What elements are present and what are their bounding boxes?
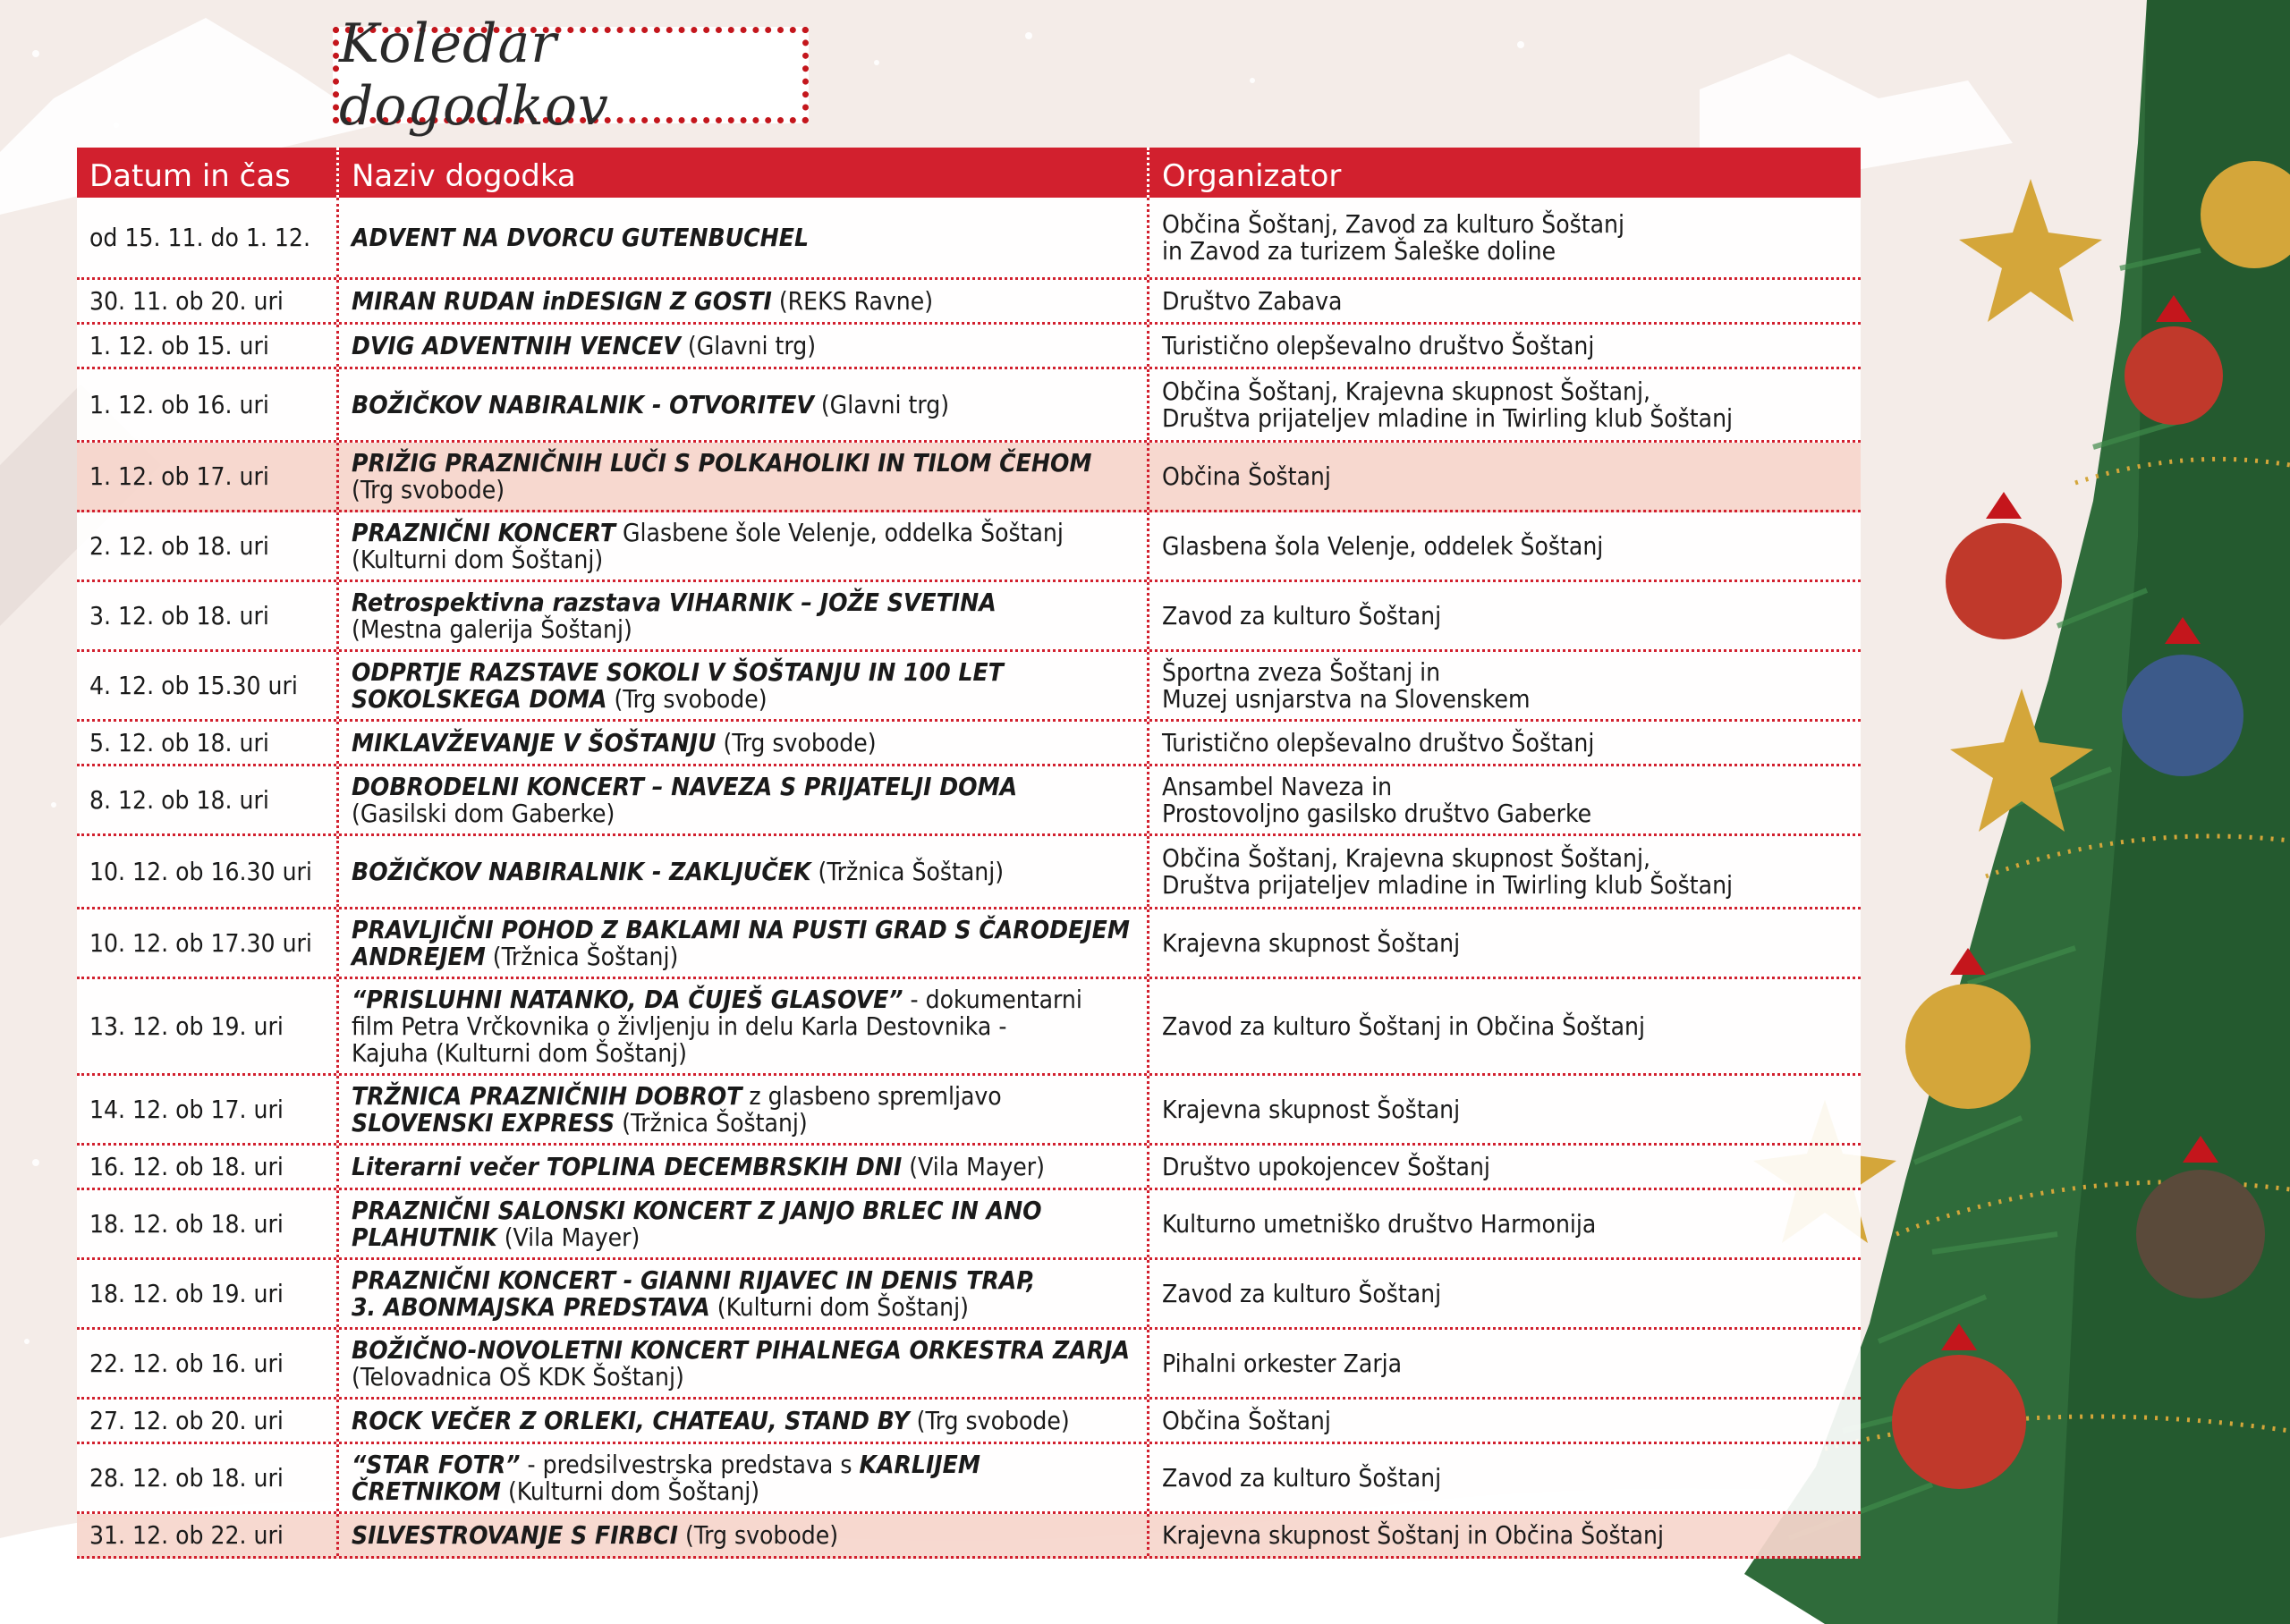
event-title: SLOVENSKI EXPRESS <box>352 1107 615 1138</box>
event-organizer: Krajevna skupnost Šoštanj in Občina Šoštanj <box>1147 1514 1861 1556</box>
table-row <box>77 652 1861 722</box>
event-title: “STAR FOTR” <box>352 1449 521 1479</box>
event-venue: (Trg svobode) <box>352 474 505 504</box>
table-row <box>77 1514 1861 1559</box>
event-name <box>336 1076 1147 1143</box>
event-name <box>336 979 1147 1073</box>
event-organizer: Zavod za kulturo Šoštanj <box>1147 1260 1861 1327</box>
event-title: KARLIJEM ČRETNIKOM <box>352 1449 980 1506</box>
event-venue: (Tržnica Šoštanj) <box>485 941 679 971</box>
event-date: 8. 12. ob 18. uri <box>89 784 269 815</box>
event-venue: (Trg svobode) <box>716 727 877 757</box>
event-date: 1. 12. ob 16. uri <box>89 389 269 419</box>
event-organizer: Zavod za kulturo Šoštanj <box>1147 582 1861 649</box>
table-row <box>77 1076 1861 1146</box>
event-title: PRAZNIČNI SALONSKI KONCERT Z JANJO BRLEC IN ANO PLAHUTNIK <box>352 1195 1042 1252</box>
event-name-text <box>352 517 1064 574</box>
table-row <box>77 1146 1861 1190</box>
event-name <box>336 1330 1147 1397</box>
event-name-text <box>352 1151 1045 1181</box>
table-row <box>77 1260 1861 1330</box>
event-organizer: Krajevna skupnost Šoštanj <box>1147 909 1861 977</box>
event-date: 5. 12. ob 18. uri <box>89 727 269 757</box>
event-name-text <box>352 1080 1002 1138</box>
event-venue: (Tržnica Šoštanj) <box>615 1107 808 1138</box>
event-date: 22. 12. ob 16. uri <box>89 1348 284 1378</box>
event-venue: (Glavni trg) <box>680 330 817 360</box>
event-venue: (Telovadnica OŠ KDK Šoštanj) <box>352 1361 684 1391</box>
event-title: BOŽIČNO-NOVOLETNI KONCERT PIHALNEGA ORKESTRA ZARJA <box>352 1334 1131 1365</box>
table-row <box>77 722 1861 766</box>
event-name <box>336 325 1147 367</box>
event-date: 2. 12. ob 18. uri <box>89 530 269 561</box>
event-name <box>336 1146 1147 1188</box>
event-name <box>336 1514 1147 1556</box>
table-header <box>77 148 1861 198</box>
event-name <box>336 836 1147 907</box>
event-date: 1. 12. ob 15. uri <box>89 330 269 360</box>
event-date: od 15. 11. do 1. 12. <box>89 222 310 252</box>
table-row <box>77 1400 1861 1444</box>
event-date: 16. 12. ob 18. uri <box>89 1151 284 1181</box>
event-name <box>336 512 1147 579</box>
event-name <box>336 909 1147 977</box>
event-organizer: Zavod za kulturo Šoštanj in Občina Šoštanj <box>1147 979 1861 1073</box>
table-row <box>77 1330 1861 1400</box>
event-name-text <box>352 1334 1131 1391</box>
event-venue: (Glavni trg) <box>813 389 950 419</box>
event-organizer: Pihalni orkester Zarja <box>1147 1330 1861 1397</box>
event-organizer: Občina Šoštanj, Krajevna skupnost Šoštanj, Društva prijateljev mladine in Twirling klub Šoštanj <box>1147 369 1861 440</box>
event-name-text <box>352 1519 839 1550</box>
page-title: Koledar dogodkov <box>333 27 809 123</box>
event-title: BOŽIČKOV NABIRALNIK - ZAKLJUČEK <box>352 856 811 886</box>
event-name <box>336 443 1147 510</box>
event-organizer: Športna zveza Šoštanj in Muzej usnjarstva na Slovenskem <box>1147 652 1861 719</box>
event-organizer: Kulturno umetniško društvo Harmonija <box>1147 1190 1861 1257</box>
table-row <box>77 582 1861 652</box>
event-organizer: Društvo upokojencev Šoštanj <box>1147 1146 1861 1188</box>
event-title: TRŽNICA PRAZNIČNIH DOBROT <box>352 1080 742 1111</box>
table-body <box>77 198 1861 1559</box>
table-row <box>77 766 1861 836</box>
event-organizer: Društvo Zabava <box>1147 280 1861 322</box>
header-event: Naziv dogodka <box>336 148 1147 198</box>
event-name-text <box>352 447 1092 504</box>
event-title: DOBRODELNI KONCERT – NAVEZA S PRIJATELJI DOMA <box>352 771 1018 801</box>
event-name-text <box>352 1451 980 1505</box>
event-title: BOŽIČKOV NABIRALNIK - OTVORITEV <box>352 389 814 419</box>
event-name <box>336 280 1147 322</box>
event-title: DVIG ADVENTNIH VENCEV <box>352 330 681 360</box>
event-name <box>336 1260 1147 1327</box>
header-date: Datum in čas <box>89 158 291 194</box>
table-row <box>77 512 1861 582</box>
table-row <box>77 836 1861 909</box>
table-row <box>77 979 1861 1076</box>
event-organizer: Turistično olepševalno društvo Šoštanj <box>1147 325 1861 367</box>
event-date: 10. 12. ob 17.30 uri <box>89 927 312 958</box>
table-row <box>77 325 1861 369</box>
event-venue: (Trg svobode) <box>678 1519 839 1550</box>
event-title: “PRISLUHNI NATANKO, DA ČUJEŠ GLASOVE” <box>352 984 903 1014</box>
event-date: 13. 12. ob 19. uri <box>89 1011 284 1041</box>
event-name-text <box>352 589 997 643</box>
event-name <box>336 582 1147 649</box>
event-title: ROCK VEČER Z ORLEKI, CHATEAU, STAND BY <box>352 1405 910 1435</box>
event-name <box>336 1444 1147 1511</box>
event-name-text <box>352 1197 1042 1251</box>
event-name-text <box>352 1405 1070 1435</box>
event-venue: (Trg svobode) <box>606 683 768 714</box>
event-name-text <box>352 727 877 757</box>
event-title: ODPRTJE RAZSTAVE SOKOLI V ŠOŠTANJU IN 100 LET SOKOLSKEGA DOMA <box>352 656 1004 714</box>
event-date: 18. 12. ob 19. uri <box>89 1278 284 1308</box>
event-title: Literarni večer TOPLINA DECEMBRSKIH DNI <box>352 1151 903 1181</box>
event-name <box>336 652 1147 719</box>
event-date: 4. 12. ob 15.30 uri <box>89 670 298 700</box>
event-venue: (Vila Mayer) <box>902 1151 1045 1181</box>
event-date: 30. 11. ob 20. uri <box>89 285 284 316</box>
event-organizer: Občina Šoštanj <box>1147 443 1861 510</box>
event-name <box>336 1190 1147 1257</box>
event-date: 14. 12. ob 17. uri <box>89 1094 284 1124</box>
event-title: MIRAN RUDAN inDESIGN Z GOSTI <box>352 285 772 316</box>
event-venue: (Kulturni dom Šoštanj) <box>709 1291 969 1322</box>
event-venue: - predsilvestrska predstava s <box>520 1449 860 1479</box>
event-name-text <box>352 914 1130 971</box>
event-date: 18. 12. ob 18. uri <box>89 1208 284 1239</box>
event-organizer: Krajevna skupnost Šoštanj <box>1147 1076 1861 1143</box>
event-date: 28. 12. ob 18. uri <box>89 1462 284 1493</box>
event-date: 10. 12. ob 16.30 uri <box>89 856 312 886</box>
event-date: 1. 12. ob 17. uri <box>89 461 269 491</box>
event-name-text <box>352 285 934 316</box>
table-row <box>77 1190 1861 1260</box>
event-name <box>336 766 1147 833</box>
event-date: 3. 12. ob 18. uri <box>89 600 269 630</box>
event-name-text <box>352 656 1004 714</box>
event-name <box>336 369 1147 440</box>
event-title: SILVESTROVANJE S FIRBCI <box>352 1519 678 1550</box>
event-name <box>336 1400 1147 1442</box>
event-name-text <box>352 771 1018 828</box>
event-title: Retrospektivna razstava VIHARNIK – JOŽE SVETINA <box>352 587 997 617</box>
table-row <box>77 198 1861 280</box>
table-row <box>77 1444 1861 1514</box>
event-date: 27. 12. ob 20. uri <box>89 1405 284 1435</box>
table-row <box>77 909 1861 979</box>
event-name <box>336 722 1147 764</box>
event-venue: (Mestna galerija Šoštanj) <box>352 613 632 644</box>
event-name <box>336 198 1147 277</box>
event-venue: (Gasilski dom Gaberke) <box>352 798 615 828</box>
event-venue: (REKS Ravne) <box>771 285 934 316</box>
event-title: PRIŽIG PRAZNIČNIH LUČI S POLKAHOLIKI IN TILOM ČEHOM <box>352 447 1092 478</box>
table-row <box>77 280 1861 325</box>
event-venue: - dokumentarni film Petra Vrčkovnika o življenju in delu Karla Destovnika - Kajuha (Kulturni dom Šoštanj) <box>352 984 1082 1068</box>
table-row <box>77 443 1861 512</box>
event-organizer: Zavod za kulturo Šoštanj <box>1147 1444 1861 1511</box>
events-table <box>77 148 1861 1559</box>
event-name-text <box>352 224 809 251</box>
header-organizer: Organizator <box>1147 148 1861 198</box>
event-organizer: Ansambel Naveza in Prostovoljno gasilsko društvo Gaberke <box>1147 766 1861 833</box>
event-organizer: Občina Šoštanj, Krajevna skupnost Šoštanj, Društva prijateljev mladine in Twirling klub Šoštanj <box>1147 836 1861 907</box>
event-title: MIKLAVŽEVANJE V ŠOŠTANJU <box>352 727 717 757</box>
event-organizer: Občina Šoštanj, Zavod za kulturo Šoštanj in Zavod za turizem Šaleške doline <box>1147 198 1861 277</box>
event-title: PRAVLJIČNI POHOD Z BAKLAMI NA PUSTI GRAD S ČARODEJEM ANDREJEM <box>352 914 1130 971</box>
event-name-text <box>352 330 817 360</box>
event-name-text <box>352 1267 1035 1321</box>
table-row <box>77 369 1861 443</box>
event-title: PRAZNIČNI KONCERT - GIANNI RIJAVEC IN DENIS TRAP, 3. ABONMAJSKA PREDSTAVA <box>352 1265 1036 1322</box>
event-title: ADVENT NA DVORCU GUTENBUCHEL <box>352 222 810 252</box>
event-organizer: Turistično olepševalno društvo Šoštanj <box>1147 722 1861 764</box>
event-venue: (Tržnica Šoštanj) <box>810 856 1005 886</box>
event-venue: z glasbeno spremljavo <box>749 1080 1002 1111</box>
event-title: PRAZNIČNI KONCERT <box>352 517 616 547</box>
event-name-text <box>352 856 1005 886</box>
event-venue: (Trg svobode) <box>909 1405 1070 1435</box>
event-venue: Glasbene šole Velenje, oddelka Šoštanj (Kulturni dom Šoštanj) <box>352 517 1064 574</box>
event-venue: (Vila Mayer) <box>496 1222 640 1252</box>
event-date: 31. 12. ob 22. uri <box>89 1519 284 1550</box>
event-name-text <box>352 986 1082 1067</box>
event-venue: (Kulturni dom Šoštanj) <box>500 1476 760 1506</box>
event-organizer: Glasbena šola Velenje, oddelek Šoštanj <box>1147 512 1861 579</box>
event-name-text <box>352 389 950 419</box>
event-organizer: Občina Šoštanj <box>1147 1400 1861 1442</box>
